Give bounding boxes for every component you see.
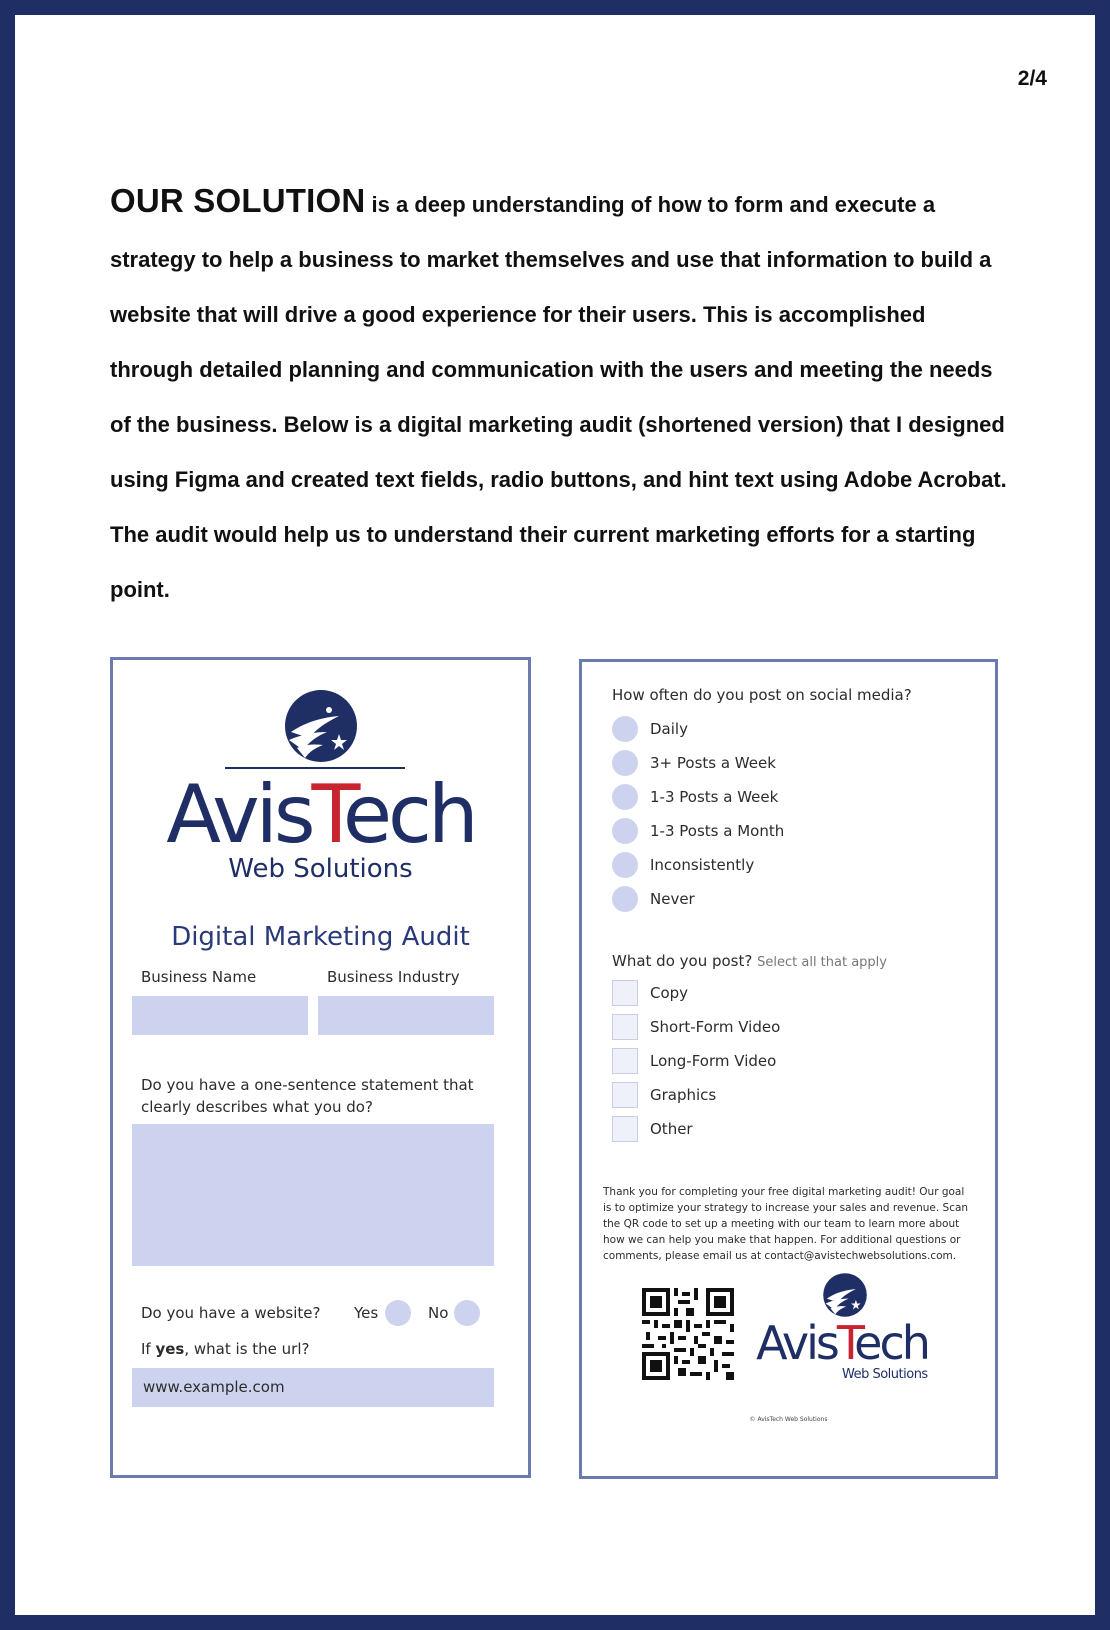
url-question: If yes, what is the url? (141, 1340, 310, 1358)
eagle-logo-icon (822, 1272, 868, 1318)
yes-label: Yes (354, 1304, 379, 1322)
social-option-label: Never (650, 890, 695, 908)
brand-subtitle: Web Solutions (842, 1367, 928, 1382)
business-name-field[interactable] (132, 996, 308, 1035)
statement-textarea[interactable] (132, 1124, 494, 1266)
audit-form-page-2 (579, 659, 998, 1479)
statement-question: Do you have a one-sentence statement that clearly describes what you do? (141, 1076, 474, 1116)
post-option-checkbox[interactable] (612, 1082, 638, 1108)
qr-code-icon[interactable] (642, 1288, 734, 1380)
brand-wordmark: AvisTech (166, 768, 475, 861)
business-name-label: Business Name (141, 968, 257, 986)
post-question: What do you post? Select all that apply (612, 952, 887, 970)
social-option-radio[interactable] (612, 818, 638, 844)
audit-form-page-1 (110, 657, 531, 1478)
social-option-label: 3+ Posts a Week (650, 754, 776, 772)
social-option-label: Daily (650, 720, 688, 738)
social-option-label: 1-3 Posts a Month (650, 822, 785, 840)
post-option-label: Copy (650, 984, 689, 1002)
document-page (15, 15, 1095, 1615)
post-option-checkbox[interactable] (612, 1116, 638, 1142)
social-option-label: 1-3 Posts a Week (650, 788, 779, 806)
form-title: Digital Marketing Audit (171, 922, 470, 952)
intro-body: is a deep understanding of how to form and execute a strategy to help a business to market themselves and use that information to build a website that will drive a good experience for their users. This is accomplished through detailed planning and communication with the users and meeting the needs of the business. Below is a digital marketing audit (shortened version) that I designed using Figma and created text fields, radio buttons, and hint text using Adobe Acrobat. The audit would help us to understand their current marketing efforts for a starting point. (110, 192, 1007, 602)
social-option-radio[interactable] (612, 784, 638, 810)
social-option-radio[interactable] (612, 750, 638, 776)
post-option-label: Long-Form Video (650, 1052, 777, 1070)
brand-subtitle: Web Solutions (228, 854, 413, 884)
website-no-radio[interactable] (454, 1300, 480, 1326)
social-option-radio[interactable] (612, 852, 638, 878)
post-option-label: Graphics (650, 1086, 717, 1104)
website-yes-radio[interactable] (385, 1300, 411, 1326)
url-field[interactable]: www.example.com (132, 1368, 494, 1407)
page-number: 2/4 (1017, 67, 1047, 90)
business-industry-field[interactable] (318, 996, 494, 1035)
intro-lead: OUR SOLUTION (110, 182, 366, 219)
thank-you-note: Thank you for completing your free digital marketing audit! Our goal is to optimize your strategy to increase your sales and revenue. Scan the QR code to set up a meeting with our team to learn more about how we can help you make that happen. For additional questions or comments, please email us at contact@avistechwebsolutions.com. (603, 1186, 969, 1262)
website-question: Do you have a website? (141, 1304, 321, 1322)
brand-wordmark: AvisTech (756, 1316, 928, 1370)
post-hint: Select all that apply (757, 955, 887, 970)
post-option-label: Other (650, 1120, 693, 1138)
intro-paragraph (110, 173, 1010, 617)
social-option-radio[interactable] (612, 886, 638, 912)
social-option-radio[interactable] (612, 716, 638, 742)
post-option-checkbox[interactable] (612, 980, 638, 1006)
eagle-logo-icon (283, 688, 359, 764)
business-industry-label: Business Industry (327, 968, 460, 986)
post-option-label: Short-Form Video (650, 1018, 781, 1036)
post-option-checkbox[interactable] (612, 1014, 638, 1040)
post-option-checkbox[interactable] (612, 1048, 638, 1074)
copyright-footer: © AvisTech Web Solutions (749, 1416, 828, 1423)
no-label: No (428, 1304, 449, 1322)
social-question: How often do you post on social media? (612, 686, 912, 704)
social-option-label: Inconsistently (650, 856, 755, 874)
